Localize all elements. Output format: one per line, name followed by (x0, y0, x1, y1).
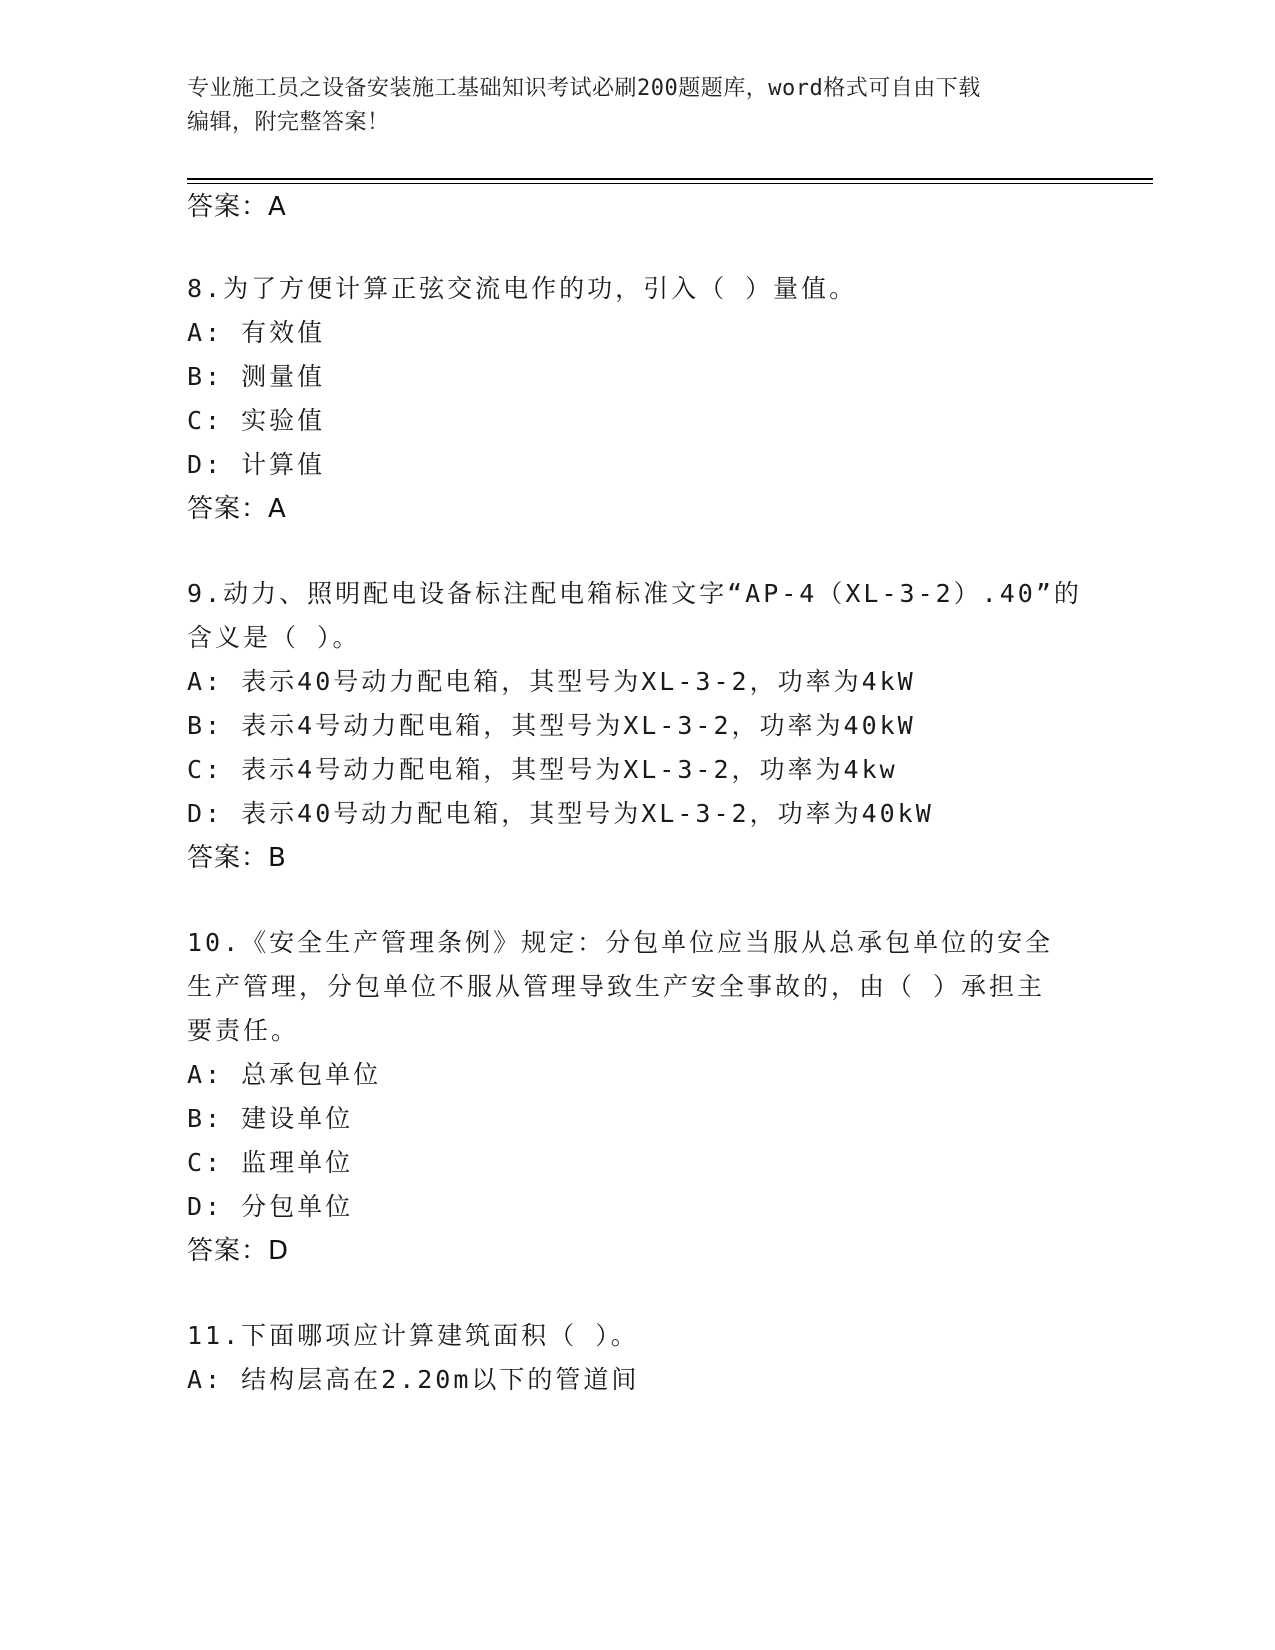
answer-9: 答案：B (187, 843, 287, 873)
answer-8: 答案：A (187, 494, 287, 524)
question-9-option-c: C: 表示4号动力配电箱，其型号为XL-3-2，功率为4kw (187, 755, 898, 784)
question-9-line-1: 9.动力、照明配电设备标注配电箱标准文字“AP-4（XL-3-2）.40”的 (187, 579, 1082, 608)
question-8-option-c: C: 实验值 (187, 406, 326, 435)
question-10-option-c: C: 监理单位 (187, 1148, 354, 1177)
header-title-line-1: 专业施工员之设备安装施工基础知识考试必刷200题题库，word格式可自由下载 (187, 76, 981, 101)
question-10-option-a: A: 总承包单位 (187, 1060, 382, 1089)
question-11-option-a: A: 结构层高在2.20m以下的管道间 (187, 1365, 640, 1394)
question-11: 11.下面哪项应计算建筑面积（ ）。 (187, 1321, 639, 1350)
question-9-option-b: B: 表示4号动力配电箱，其型号为XL-3-2，功率为40kW (187, 711, 916, 740)
answer-10: 答案：D (187, 1236, 290, 1266)
question-10-option-d: D: 分包单位 (187, 1192, 354, 1221)
header-divider (187, 178, 1153, 180)
document-header (187, 72, 1067, 140)
header-divider-thin (187, 183, 1153, 184)
question-10-line-1: 10.《安全生产管理条例》规定：分包单位应当服从总承包单位的安全 (187, 928, 1054, 957)
question-8-option-b: B: 测量值 (187, 362, 326, 391)
question-8-option-d: D: 计算值 (187, 450, 326, 479)
question-10-line-2: 生产管理，分包单位不服从管理导致生产安全事故的，由（ ）承担主 (187, 972, 1046, 1001)
question-9-option-a: A: 表示40号动力配电箱，其型号为XL-3-2，功率为4kW (187, 667, 916, 696)
question-10-option-b: B: 建设单位 (187, 1104, 354, 1133)
question-8: 8.为了方便计算正弦交流电作的功，引入（ ）量值。 (187, 274, 858, 303)
answer-7: 答案：A (187, 192, 287, 222)
question-8-option-a: A: 有效值 (187, 318, 326, 347)
header-title-line-2: 编辑，附完整答案！ (187, 110, 390, 135)
question-9-option-d: D: 表示40号动力配电箱，其型号为XL-3-2，功率为40kW (187, 799, 934, 828)
question-10-line-3: 要责任。 (187, 1016, 300, 1045)
question-9-line-2: 含义是（ ）。 (187, 623, 361, 652)
